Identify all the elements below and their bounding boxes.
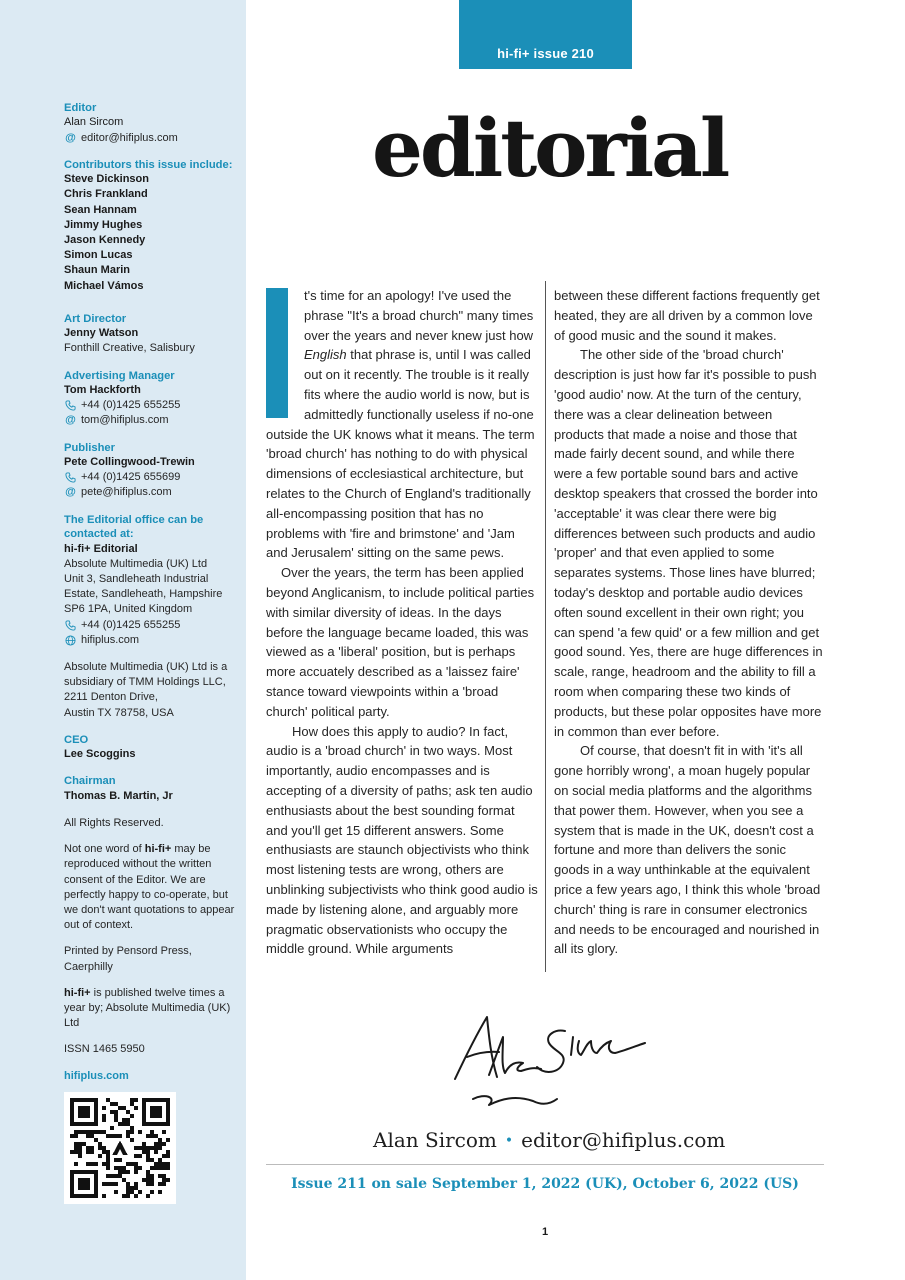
issue-tab-label: hi-fi+ issue 210 xyxy=(497,46,594,61)
signoff-name: Alan Sircom xyxy=(373,1128,497,1152)
issue-tab xyxy=(459,0,632,69)
notice-brand: hi-fi+ xyxy=(144,843,172,856)
contributor-name: Sean Hannam xyxy=(64,203,137,216)
editor-email-line xyxy=(64,131,240,146)
contributor-name: Michael Vámos xyxy=(64,279,144,292)
advertising-label: Advertising Manager xyxy=(64,369,175,382)
drop-cap-bar xyxy=(266,288,288,418)
office-phone-line xyxy=(64,618,240,633)
ceo-name: Lee Scoggins xyxy=(64,748,136,761)
subsidiary-line: 2211 Denton Drive, xyxy=(64,691,158,704)
handwritten-signature xyxy=(445,1007,655,1122)
chairman-label: Chairman xyxy=(64,775,116,788)
chairman-block xyxy=(64,774,240,804)
qr-code-graphic xyxy=(70,1098,170,1198)
advertising-block xyxy=(64,369,240,429)
editor-label: Editor xyxy=(64,102,97,114)
notice-pre: Not one word of xyxy=(64,843,145,856)
contributors-block xyxy=(64,158,240,294)
subsidiary-line: subsidiary of TMM Holdings LLC, xyxy=(64,676,226,689)
paragraph-text: that phrase is, until I was called out on it recently. The trouble is it really fits where the audio world is now, but is admittedly functionally useless if no-one outside the UK knows what it means. The term 'broad church' has nothing to do with physical dimensions of ecclesiastical architecture, but relates to the Church of England's traditionally all-encompassing position that has no problems with 'fire and brimstone' and 'Jam and Jerusalem' sitting on the same pews. xyxy=(266,347,535,561)
footer-rule xyxy=(266,1164,824,1165)
publisher-block xyxy=(64,441,240,501)
at-icon: @ xyxy=(65,414,76,427)
art-director-name: Jenny Watson xyxy=(64,327,139,340)
subsidiary-block xyxy=(64,660,240,721)
editor-name: Alan Sircom xyxy=(64,116,124,129)
office-address-line: Unit 3, Sandleheath Industrial xyxy=(64,572,209,585)
office-block xyxy=(64,513,240,648)
phone-icon xyxy=(64,399,77,412)
emphasis-text: English xyxy=(304,347,347,363)
contributor-name: Chris Frankland xyxy=(64,188,148,201)
phone-icon xyxy=(64,471,77,484)
office-web[interactable]: hifiplus.com xyxy=(81,633,140,646)
article-column-left xyxy=(266,286,538,959)
contributor-name: Shaun Marin xyxy=(64,264,131,277)
signoff-email[interactable]: editor@hifiplus.com xyxy=(521,1128,726,1152)
office-label: The Editorial office can be contacted at: xyxy=(64,513,204,541)
ceo-block xyxy=(64,733,240,763)
article-paragraph: between these different factions frequently get heated, they are all driven by a common love of good music and the sound it makes. xyxy=(554,288,820,343)
paragraph-text: t's time for an apology! I've used the phrase "It's a broad church" many times over the years and never knew just how xyxy=(304,288,534,343)
rights-text: All Rights Reserved. xyxy=(64,816,164,829)
advertising-name: Tom Hackforth xyxy=(64,384,141,397)
publisher-name: Pete Collingwood-Trewin xyxy=(64,456,195,469)
page-number: 1 xyxy=(541,1226,549,1238)
contributor-name: Jason Kennedy xyxy=(64,234,146,247)
article-paragraph: How does this apply to audio? In fact, audio is a 'broad church' in two ways. Most importantly, audio encompasses and is accepting of a diversity of paths; ask ten audio enthusiasts about the best sounding format and you'll get 15 different answers. Some enthusiasts are staunch objectivists who think most listening tests are wrong, others are unblinking subjectivists who think good audio is made by listening alone, and arguably more pragmatic observationists who occupy the middle ground. While arguments xyxy=(266,723,538,957)
ceo-label: CEO xyxy=(64,733,89,746)
article-paragraph xyxy=(266,286,538,563)
printer-text: Printed by Pensord Press, Caerphilly xyxy=(64,945,192,973)
publisher-label: Publisher xyxy=(64,441,115,454)
office-address-line: SP6 1PA, United Kingdom xyxy=(64,603,193,616)
editor-block xyxy=(64,101,240,146)
office-phone[interactable]: +44 (0)1425 655255 xyxy=(81,618,181,631)
masthead-sidebar xyxy=(0,0,246,1280)
phone-icon xyxy=(64,619,77,632)
advertising-email-line xyxy=(64,413,240,428)
published-brand: hi-fi+ xyxy=(64,986,91,999)
article-column-right xyxy=(554,286,824,959)
art-director-block xyxy=(64,312,240,357)
art-director-label: Art Director xyxy=(64,312,127,325)
at-icon: @ xyxy=(65,131,76,144)
editor-email[interactable]: editor@hifiplus.com xyxy=(81,131,178,144)
globe-icon xyxy=(64,634,77,647)
published-detail: is published twelve times a year by; Absolute Multimedia (UK) Ltd xyxy=(64,986,231,1030)
article-paragraph: Over the years, the term has been applied beyond Anglicanism, to include political parties with similar diversity of ideas. In the days before the language became loaded, this was viewed as a 'liberal' position, but is perhaps more accuately described as a 'laissez faire' stance toward viewpoints within a 'broad church' political party. xyxy=(266,565,535,719)
contributor-name: Steve Dickinson xyxy=(64,173,149,186)
office-address-line: Estate, Sandleheath, Hampshire xyxy=(64,588,223,601)
issn-text: ISSN 1465 5950 xyxy=(64,1043,145,1056)
office-name: hi-fi+ Editorial xyxy=(64,542,138,555)
page-title: editorial xyxy=(372,101,728,195)
office-web-line xyxy=(64,633,240,648)
qr-code[interactable] xyxy=(64,1092,176,1204)
subsidiary-line: Absolute Multimedia (UK) Ltd is a xyxy=(64,660,228,673)
column-divider xyxy=(545,281,546,972)
publisher-phone-line xyxy=(64,470,240,485)
office-address-line: Absolute Multimedia (UK) Ltd xyxy=(64,557,208,570)
art-director-detail: Fonthill Creative, Salisbury xyxy=(64,342,195,355)
publisher-email[interactable]: pete@hifiplus.com xyxy=(81,486,172,499)
bullet-separator: • xyxy=(504,1133,514,1149)
masthead-credits xyxy=(64,101,240,1204)
contributors-label: Contributors this issue include: xyxy=(64,158,233,171)
notice-post: may be reproduced without the written consent of the Editor. We are perfectly happy to co-operate, but we don't want quotations to appear out of context. xyxy=(64,843,235,932)
published-text xyxy=(64,986,240,1032)
at-icon: @ xyxy=(65,486,76,499)
article-paragraph: The other side of the 'broad church' description is just how far it's possible to push 'good audio' now. At the turn of the century, there was a clear delineation between products that made a noise and those that made fairly decent sound, and while there were a few portable sound bars and active desktop speakers that crossed the border into 'acceptable' it was clear there were big differences between such products and audio 'proper' and that even applied to some separates systems. Those lines have blurred; today's desktop and portable audio devices often sound excellent in their own right; you can spend 'a few quid' or a few million and get good sound. Yes, there are huge differences in scale, range, headroom and the ability to fill a room when comparing these two kinds of products, but these polar opposites have more in common than ever before. xyxy=(554,347,823,739)
on-sale-notice: Issue 211 on sale September 1, 2022 (UK), October 6, 2022 (US) xyxy=(291,1176,799,1192)
advertising-email[interactable]: tom@hifiplus.com xyxy=(81,414,169,427)
signoff-line xyxy=(373,1128,725,1152)
chairman-name: Thomas B. Martin, Jr xyxy=(64,789,173,802)
publisher-email-line xyxy=(64,485,240,500)
contributor-name: Simon Lucas xyxy=(64,249,133,262)
advertising-phone[interactable]: +44 (0)1425 655255 xyxy=(81,399,181,412)
article-paragraph: Of course, that doesn't fit in with 'it's all gone horribly wrong', a moan hugely popular on social media platforms and the algorithms that power them. However, when you see a system that is made in the UK, doesn't cost a fortune and more than delivers the sonic goods in a way unthinkable at the equivalent price a few years ago, I think this whole 'broad church' thing is rare in consumer electronics and needs to be encouraged and nourished in all its glory. xyxy=(554,743,821,957)
subsidiary-line: Austin TX 78758, USA xyxy=(64,706,174,719)
site-link[interactable]: hifiplus.com xyxy=(64,1069,129,1082)
reproduction-notice xyxy=(64,842,240,933)
contributor-name: Jimmy Hughes xyxy=(64,218,143,231)
publisher-phone[interactable]: +44 (0)1425 655699 xyxy=(81,471,181,484)
advertising-phone-line xyxy=(64,398,240,413)
